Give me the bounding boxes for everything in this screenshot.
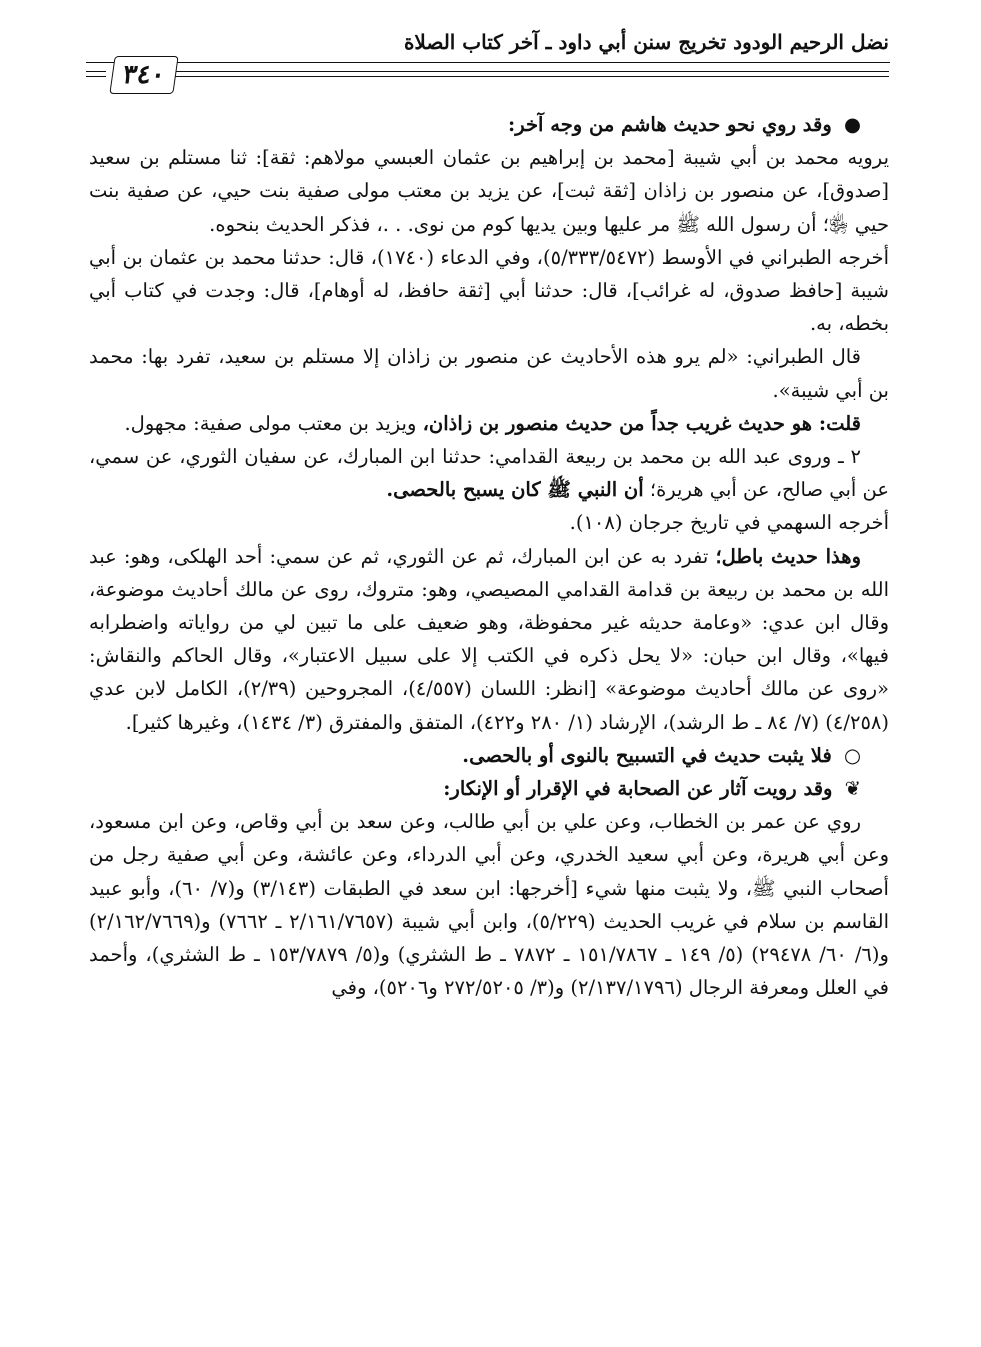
paragraph-text: ويزيد بن معتب مولى صفية: مجهول.	[124, 411, 417, 435]
paragraph	[89, 440, 889, 506]
paragraph-text: روي عن عمر بن الخطاب، وعن علي بن أبي طالب، وعن سعد بن أبي وقاص، وعن ابن مسعود، وعن أبي هريرة، وعن أبي سعيد الخدري، وعن أبي الدرداء، وعن عائشة، وعن أبي صفية رجل من أصحاب النبي ﷺ، ولا يثبت منها شيء [أخرجها: ابن سعد في الطبقات (٣/١٤٣) و(٧/ ٦٠)، وأبو عبيد القاسم بن سلام في غريب الحديث (٥/٢٢٩)، وابن أبي شيبة (٢/١٦١/٧٦٥٧ ـ ٧٦٦٢) و(٢/١٦٢/٧٦٦٩) و(٦/ ٦٠/ ٢٩٤٧٨) (٥/ ١٤٩ ـ ١٥١/٧٨٦٧ ـ ٧٨٧٢ ـ ط الشثري) و(٥/ ١٥٣/٧٨٧٩ ـ ط الشثري)، وأحمد في العلل ومعرفة الرجال (٢/١٣٧/١٧٩٦) و(٣/ ٢٧٢/٥٢٠٥ و٥٢٠٦)، وفي	[89, 810, 889, 1000]
circle-bullet-icon: ○	[843, 743, 861, 767]
page-number: ٣٤٠	[109, 56, 178, 94]
page-body	[89, 108, 889, 1004]
paragraph-lead: وهذا حديث باطل؛	[715, 544, 861, 568]
paragraph-text: يرويه محمد بن أبي شيبة [محمد بن إبراهيم بن عثمان العبسي مولاهم: ثقة]: ثنا مستلم بن سعيد [صدوق]، عن منصور بن زاذان [ثقة ثبت]، عن يزيد بن معتب مولى صفية بنت حيي، عن صفية بنت حيي ﵂؛ أن رسول الله ﷺ مر عليها وبين يديها كوم من نوى. . .، فذكر الحديث بنحوه.	[89, 146, 889, 236]
paragraph	[89, 241, 889, 341]
paragraph-tail-bold: أن النبي ﷺ كان يسبح بالحصى.	[386, 478, 644, 502]
paragraph-intro	[89, 108, 889, 141]
paragraph-lead: وقد روي نحو حديث هاشم من وجه آخر:	[508, 113, 832, 136]
leaf-bullet-icon: ❦	[844, 777, 861, 801]
paragraph-conclusion	[89, 739, 889, 772]
bullet-icon: ●	[843, 113, 861, 136]
paragraph-section	[89, 772, 889, 805]
paragraph	[89, 407, 889, 440]
header-rule-top	[86, 62, 890, 63]
paragraph-text: ٢ ـ وروى عبد الله بن محمد بن ربيعة القدامي: حدثنا ابن المبارك، عن سفيان الثوري، عن سمي، عن أبي صالح، عن أبي هريرة؛	[89, 445, 889, 502]
paragraph	[89, 506, 889, 539]
paragraph-lead: قلت: هو حديث غريب جداً من حديث منصور بن زاذان،	[422, 411, 861, 435]
paragraph-lead: وقد رويت آثار عن الصحابة في الإقرار أو الإنكار:	[443, 777, 833, 801]
header-rule-short-second	[86, 76, 106, 77]
paragraph-text: أخرجه الطبراني في الأوسط (٥/٣٣٣/٥٤٧٢)، وفي الدعاء (١٧٤٠)، قال: حدثنا محمد بن عثمان بن أبي شيبة [حافظ صدوق، له غرائب]، قال: حدثنا أبي [ثقة حافظ، له أوهام]، قال: وجدت في كتاب أبي بخطه، به.	[89, 245, 890, 336]
header-rule-long-second	[174, 76, 889, 77]
paragraph-text: أخرجه السهمي في تاريخ جرجان (١٠٨).	[569, 511, 889, 535]
paragraph	[89, 805, 889, 1004]
running-title: نضل الرحيم الودود تخريج سنن أبي داود ـ آخر كتاب الصلاة	[403, 30, 889, 54]
paragraph-lead: فلا يثبت حديث في التسبيح بالنوى أو بالحصى.	[462, 743, 832, 767]
header-rule-long	[174, 71, 889, 72]
header-rule-short	[86, 71, 106, 72]
paragraph	[89, 340, 889, 406]
paragraph	[89, 141, 889, 241]
paragraph-text: تفرد به عن ابن المبارك، ثم عن الثوري، ثم عن سمي: أحد الهلكى، وهو: عبد الله بن محمد بن ربيعة بن قدامة القدامي المصيصي، وهو: متروك، روى عن مالك أحاديث موضوعة، وقال ابن عدي: «وعامة حديثه غير محفوظة، وهو ضعيف على ما تبين لي من رواياته واضطرابه فيها»، وقال ابن حبان: «لا يحل ذكره في الكتب إلا على سبيل الاعتبار»، وقال الحاكم والنقاش: «روى عن مالك أحاديث موضوعة» [انظر: اللسان (٤/٥٥٧)، المجروحين (٢/٣٩)، الكامل لابن عدي (٤/٢٥٨) (٧/ ٨٤ ـ ط الرشد)، الإرشاد (١/ ٢٨٠ و٤٢٢)، المتفق والمفترق (٣/ ١٤٣٤)، وغيرها كثير].	[89, 544, 889, 734]
paragraph	[89, 540, 889, 739]
paragraph-text: قال الطبراني: «لم يرو هذه الأحاديث عن منصور بن زاذان إلا مستلم بن سعيد، تفرد بها: محمد بن أبي شيبة».	[89, 345, 889, 402]
